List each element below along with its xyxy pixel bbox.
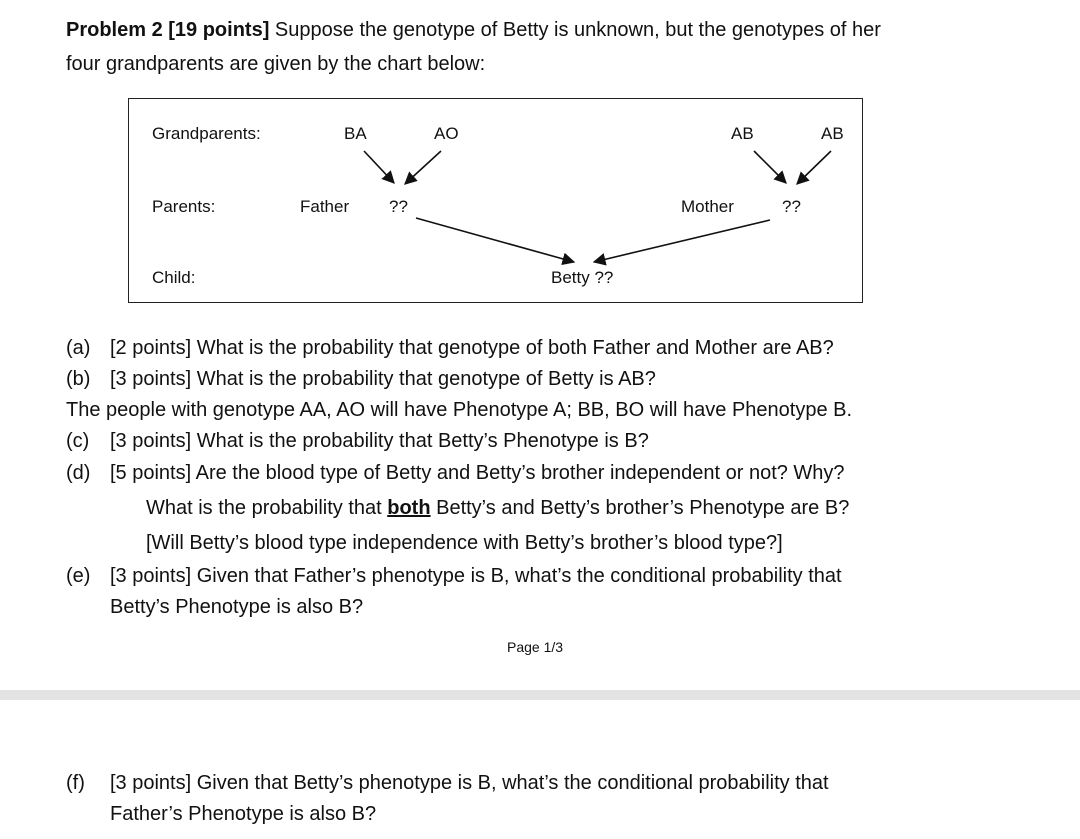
arrow-mother-to-betty: [594, 220, 770, 262]
question-f-label: (f): [66, 772, 85, 794]
arrow-gp3-to-mother: [754, 151, 786, 183]
arrow-gp4-to-mother: [797, 151, 831, 184]
question-f-text: [3 points] Given that Betty’s phenotype is B, what’s the conditional probability that: [110, 772, 829, 794]
intro-text: Suppose the genotype of Betty is unknown, but the genotypes of her: [269, 19, 881, 41]
question-e-line-2: Betty’s Phenotype is also B?: [110, 596, 364, 618]
grandparent-2-genotype: AO: [434, 124, 459, 143]
label-parents: Parents:: [152, 197, 216, 216]
grandparent-4-genotype: AB: [821, 124, 844, 143]
arrow-gp2-to-father: [405, 151, 441, 184]
emphasis-both: both: [387, 497, 431, 519]
label-grandparents: Grandparents:: [152, 124, 261, 143]
page-number: Page 1/3: [507, 639, 564, 655]
question-d-label: (d): [66, 462, 91, 484]
question-d-text: [5 points] Are the blood type of Betty and Betty’s brother independent or not? Why?: [110, 462, 845, 484]
intro-line-2: four grandparents are given by the chart below:: [66, 53, 486, 75]
document-page-2: [0, 700, 1080, 839]
phenotype-note: The people with genotype AA, AO will have Phenotype A; BB, BO will have Phenotype B.: [66, 399, 853, 421]
label-child: Child:: [152, 268, 196, 287]
problem-title: Problem 2 [19 points]: [66, 19, 270, 41]
question-d-line-3: [Will Betty’s blood type independence with Betty’s brother’s blood type?]: [146, 532, 783, 554]
arrow-father-to-betty: [416, 218, 574, 262]
question-f-line-2: Father’s Phenotype is also B?: [110, 803, 377, 825]
question-d-line-2: [146, 495, 849, 521]
question-b-label: (b): [66, 368, 91, 390]
question-e-label: (e): [66, 565, 91, 587]
grandparent-1-genotype: BA: [344, 124, 367, 143]
father-genotype: ??: [389, 197, 408, 216]
father-label: Father: [300, 197, 350, 216]
child-betty: Betty ??: [551, 268, 614, 287]
question-d-line-2-post: Betty’s and Betty’s brother’s Phenotype are B?: [430, 497, 850, 519]
question-b-text: [3 points] What is the probability that genotype of Betty is AB?: [110, 368, 656, 390]
question-e-text: [3 points] Given that Father’s phenotype is B, what’s the conditional probability that: [110, 565, 842, 587]
page-separator: [0, 690, 1080, 700]
question-c-text: [3 points] What is the probability that Betty’s Phenotype is B?: [110, 430, 649, 452]
arrow-gp1-to-father: [364, 151, 394, 183]
question-a-label: (a): [66, 337, 91, 359]
question-c-label: (c): [66, 430, 90, 452]
mother-genotype: ??: [782, 197, 801, 216]
grandparent-3-genotype: AB: [731, 124, 754, 143]
mother-label: Mother: [681, 197, 734, 216]
question-a-text: [2 points] What is the probability that genotype of both Father and Mother are AB?: [110, 337, 834, 359]
question-d-line-2-pre: What is the probability that: [146, 497, 388, 519]
